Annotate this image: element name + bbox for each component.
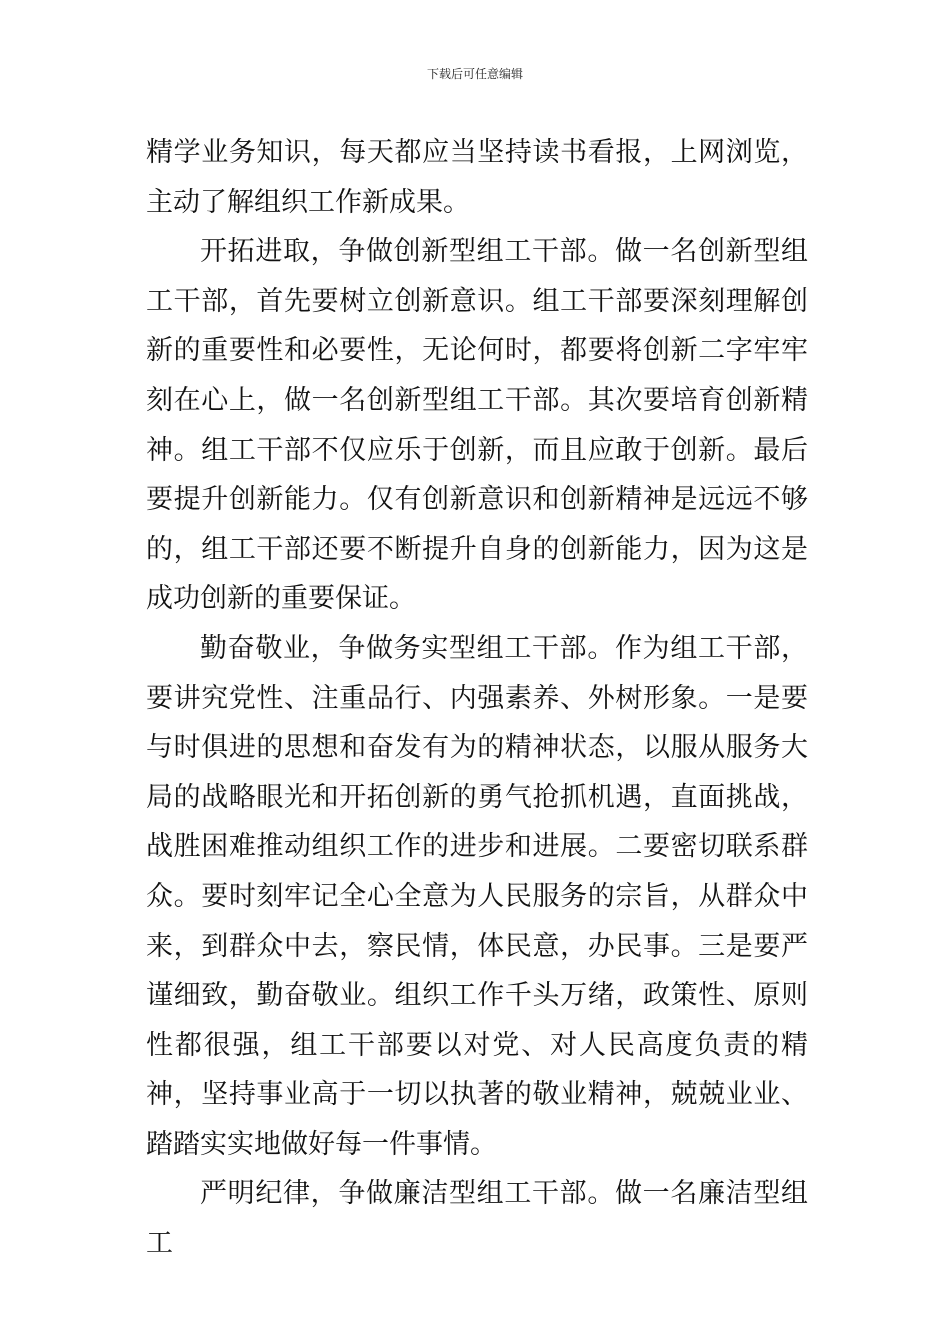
paragraph-1: 精学业务知识，每天都应当坚持读书看报，上网浏览，主动了解组织工作新成果。	[146, 137, 808, 218]
paragraph-2: 开拓进取，争做创新型组工干部。做一名创新型组工干部，首先要树立创新意识。组工干部要深刻理解创新的重要性和必要性，无论何时，都要将创新二字牢牢刻在心上，做一名创新型组工干部。其次要培育创新精神。组工干部不仅应乐于创新，而且应敢于创新。最后要提升创新能力。仅有创新意识和创新精神是远远不够的，组工干部还要不断提升自身的创新能力，因为这是成功创新的重要保证。	[146, 236, 808, 615]
paragraph-3: 勤奋敬业，争做务实型组工干部。作为组工干部，要讲究党性、注重品行、内强素养、外树形象。一是要与时俱进的思想和奋发有为的精神状态，以服从服务大局的战略眼光和开拓创新的勇气抢抓机遇，直面挑战，战胜困难推动组织工作的进步和进展。二要密切联系群众。要时刻牢记全心全意为人民服务的宗旨，从群众中来，到群众中去，察民情，体民意，办民事。三是要严谨细致，勤奋敬业。组织工作千头万绪，政策性、原则性都很强，组工干部要以对党、对人民高度负责的精神，坚持事业高于一切以执著的敬业精神，兢兢业业、踏踏实实地做好每一件事情。	[146, 632, 808, 1160]
paragraph-4: 严明纪律，争做廉洁型组工干部。做一名廉洁型组工	[146, 1178, 808, 1260]
document-body	[146, 128, 808, 1269]
page-header: 下载后可任意编辑	[426, 67, 523, 81]
